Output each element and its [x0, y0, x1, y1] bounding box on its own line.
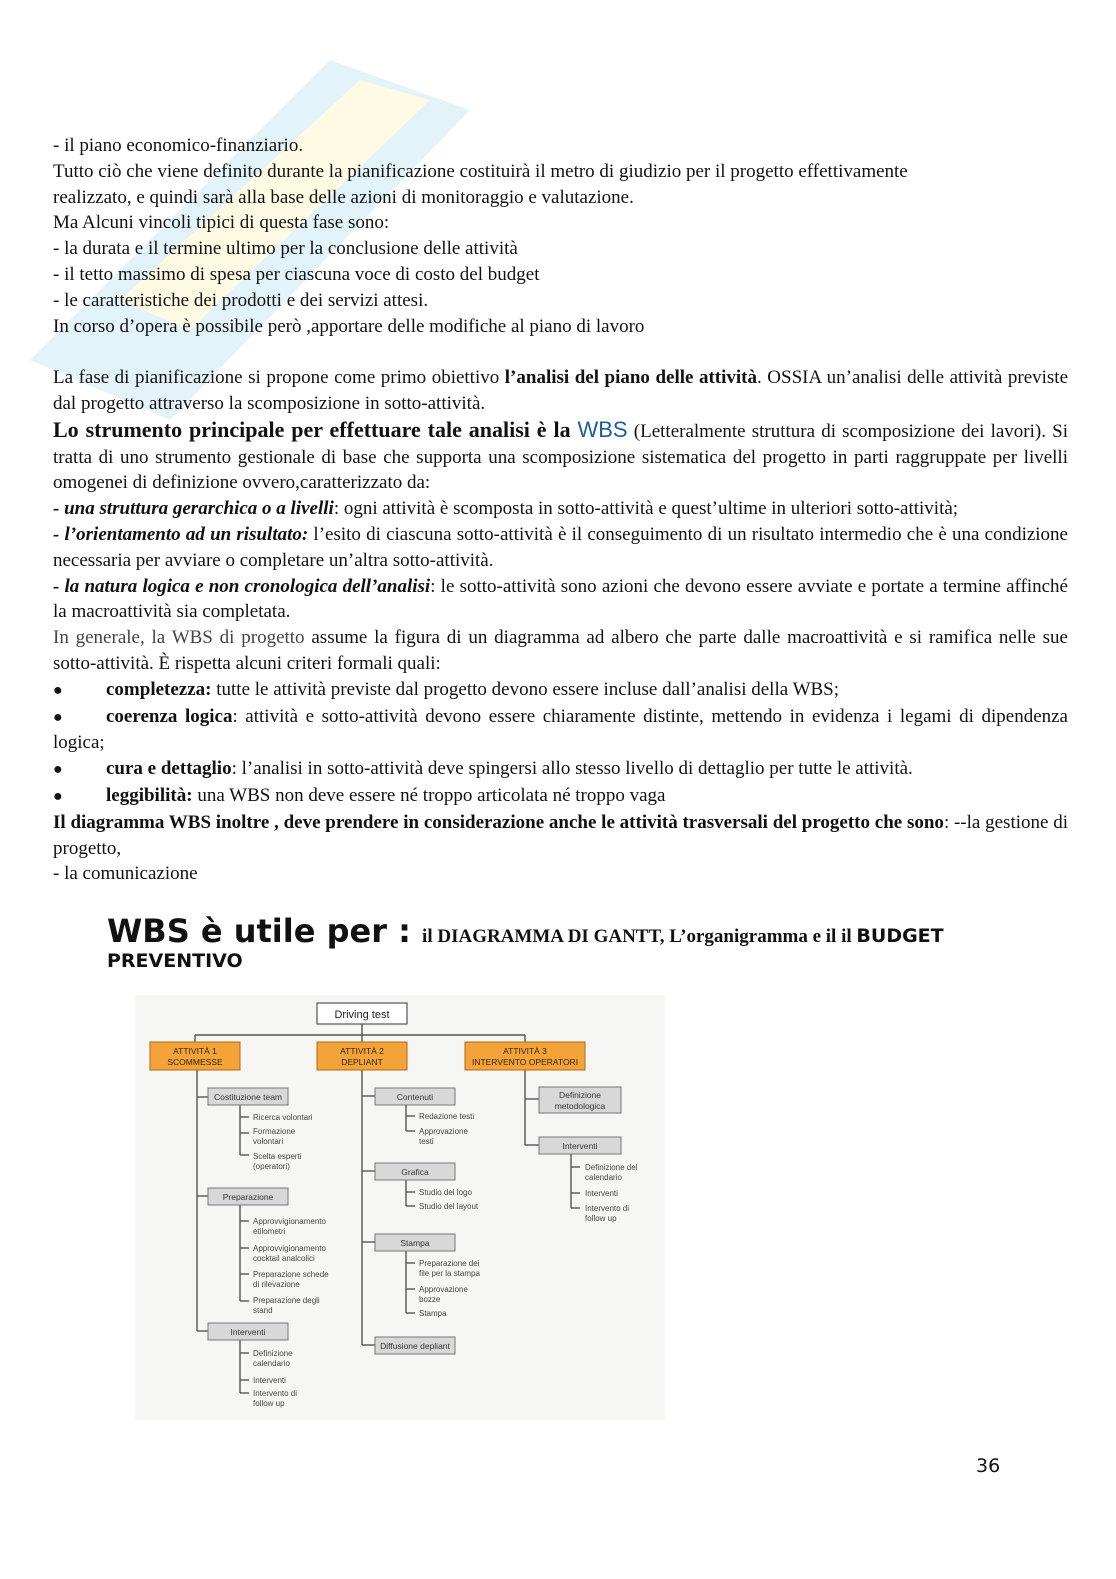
svg-text:INTERVENTO OPERATORI: INTERVENTO OPERATORI: [471, 1057, 579, 1067]
bullet-coerenza: ● coerenza logica: attività e sotto-attività devono essere chiaramente distinte, mettendo in evidenza i legami di dipendenza logica;: [53, 705, 1068, 754]
svg-text:cocktail analcolici: cocktail analcolici: [253, 1254, 315, 1263]
paragraph-orientamento: - l’orientamento ad un risultato: l’esito di ciascuna sotto-attività è il conseguimento di un risultato intermedio che è una condizione necessaria per avviare o completare un’altra sotto-attività.: [53, 523, 1068, 571]
svg-text:Formazione: Formazione: [253, 1127, 296, 1136]
svg-text:Ricerca volontari: Ricerca volontari: [253, 1113, 313, 1122]
svg-text:ATTIVITÀ 2: ATTIVITÀ 2: [340, 1046, 384, 1056]
svg-text:Interventi: Interventi: [562, 1141, 598, 1151]
svg-text:Interventi: Interventi: [230, 1327, 266, 1337]
svg-text:Approvazione: Approvazione: [419, 1127, 468, 1136]
line-tutto: Tutto ciò che viene definito durante la pianificazione costituirà il metro di giudizio per il progetto effettivamente: [53, 160, 908, 182]
paragraph-strumento: Lo strumento principale per effettuare tale analisi è la WBS (Letteralmente struttura di scomposizione dei lavori). Si tratta di uno strumento gestionale di base che supporta una scomposizione sistematica del progetto in parti raggruppate per livelli omogenei di definizione ovvero,caratterizzato da:: [53, 416, 1068, 494]
svg-text:Costituzione team: Costituzione team: [213, 1092, 283, 1102]
svg-text:Preparazione degli: Preparazione degli: [253, 1296, 320, 1305]
paragraph-generale: In generale, la WBS di progetto assume la figura di un diagramma ad albero che parte dalle macroattività e si ramifica nelle sue sotto-attività. È rispetta alcuni criteri formali quali:: [53, 627, 1068, 674]
paragraph-fase: La fase di pianificazione si propone come primo obiettivo l’analisi del piano delle attività. OSSIA un’analisi delle attività previste dal progetto attraverso la scomposizione in sotto-attività.: [53, 367, 1069, 414]
svg-text:Diffusione depliant: Diffusione depliant: [380, 1341, 450, 1351]
svg-text:stand: stand: [253, 1306, 273, 1315]
svg-text:etilometri: etilometri: [253, 1227, 286, 1236]
svg-text:Studio del layout: Studio del layout: [419, 1202, 479, 1211]
svg-text:Intervento di: Intervento di: [253, 1389, 298, 1398]
wbs-link: WBS: [577, 416, 628, 442]
svg-text:DEPLIANT: DEPLIANT: [341, 1057, 383, 1067]
svg-text:Approvazione: Approvazione: [419, 1285, 468, 1294]
wbs-diagram: [135, 995, 665, 1420]
bullet-completezza: ● completezza: tutte le attività previste dal progetto devono essere incluse dall’analisi della WBS;: [53, 678, 840, 700]
paragraph-natura: - la natura logica e non cronologica dell’analisi: le sotto-attività sono azioni che devono essere avviate e portate a termine affinché la macroattività sia completata.: [53, 575, 1068, 623]
svg-text:Definizione del: Definizione del: [585, 1163, 638, 1172]
svg-text:Definizione: Definizione: [558, 1090, 602, 1100]
paragraph-diagramma: Il diagramma WBS inoltre , deve prendere in considerazione anche le attività trasversali del progetto che sono: --la gestione di progetto,: [53, 811, 1068, 859]
line-piano: - il piano economico-finanziario.: [53, 135, 304, 156]
svg-text:Scelta esperti: Scelta esperti: [253, 1152, 302, 1161]
svg-text:Intervento di: Intervento di: [585, 1204, 630, 1213]
svg-text:volontari: volontari: [253, 1137, 284, 1146]
svg-text:Definizione: Definizione: [253, 1349, 293, 1358]
svg-text:Studio del logo: Studio del logo: [419, 1188, 472, 1197]
line-comunicazione: - la comunicazione: [53, 863, 198, 885]
svg-text:Preparazione dei: Preparazione dei: [419, 1259, 480, 1268]
line-durata: - la durata e il termine ultimo per la conclusione delle attività: [53, 238, 518, 260]
line-corso: In corso d’opera è possibile però ,apportare delle modifiche al piano di lavoro: [53, 315, 645, 337]
svg-text:Redazione testi: Redazione testi: [419, 1112, 475, 1121]
svg-text:ATTIVITÀ 3: ATTIVITÀ 3: [503, 1046, 547, 1056]
svg-text:Interventi: Interventi: [585, 1189, 618, 1198]
paragraph-gerarchica: - una struttura gerarchica o a livelli: ogni attività è scomposta in sotto-attività e quest’ultime in ulteriori sotto-attività;: [53, 498, 959, 520]
svg-text:Grafica: Grafica: [401, 1167, 429, 1177]
svg-text:Contenuti: Contenuti: [396, 1092, 434, 1102]
svg-text:Stampa: Stampa: [419, 1309, 447, 1318]
svg-text:di rilevazione: di rilevazione: [253, 1280, 300, 1289]
page-number: 36: [976, 1455, 1001, 1477]
wbs-utile-heading: WBS è utile per : il DIAGRAMMA DI GANTT, L’organigramma e il il BUDGET PREVENTIVO: [107, 912, 944, 972]
line-realizzato: realizzato, e quindi sarà alla base delle azioni di monitoraggio e valutazione.: [53, 186, 634, 208]
svg-text:bozze: bozze: [419, 1295, 441, 1304]
svg-text:calendario: calendario: [585, 1173, 622, 1182]
svg-text:calendario: calendario: [253, 1359, 290, 1368]
svg-text:Preparazione: Preparazione: [222, 1192, 274, 1202]
svg-text:Preparazione schede: Preparazione schede: [253, 1270, 329, 1279]
svg-text:SCOMMESSE: SCOMMESSE: [167, 1057, 223, 1067]
svg-text:follow up: follow up: [253, 1399, 285, 1408]
bullet-cura: ● cura e dettaglio: l’analisi in sotto-attività deve spingersi allo stesso livello di dettaglio per tutte le attività.: [53, 758, 913, 780]
svg-text:Interventi: Interventi: [253, 1376, 286, 1385]
line-tetto: - il tetto massimo di spesa per ciascuna voce di costo del budget: [53, 263, 540, 285]
svg-text:metodologica: metodologica: [554, 1101, 606, 1111]
root-label: Driving test: [334, 1009, 390, 1021]
svg-text:Approvvigionamento: Approvvigionamento: [253, 1244, 326, 1253]
svg-text:testi: testi: [419, 1137, 434, 1146]
svg-text:follow up: follow up: [585, 1214, 617, 1223]
svg-text:file per la stampa: file per la stampa: [419, 1269, 480, 1278]
document-body: [53, 133, 1068, 887]
bullet-leggibilita: ● leggibilità: una WBS non deve essere né troppo articolata né troppo vaga: [53, 784, 666, 806]
svg-text:ATTIVITÀ 1: ATTIVITÀ 1: [173, 1046, 217, 1056]
svg-text:Stampa: Stampa: [400, 1238, 430, 1248]
line-vincoli: Ma Alcuni vincoli tipici di questa fase sono:: [53, 212, 390, 234]
svg-text:Approvvigionamento: Approvvigionamento: [253, 1217, 326, 1226]
line-caratteristiche: - le caratteristiche dei prodotti e dei servizi attesi.: [53, 289, 429, 311]
svg-text:(operatori): (operatori): [253, 1162, 290, 1171]
